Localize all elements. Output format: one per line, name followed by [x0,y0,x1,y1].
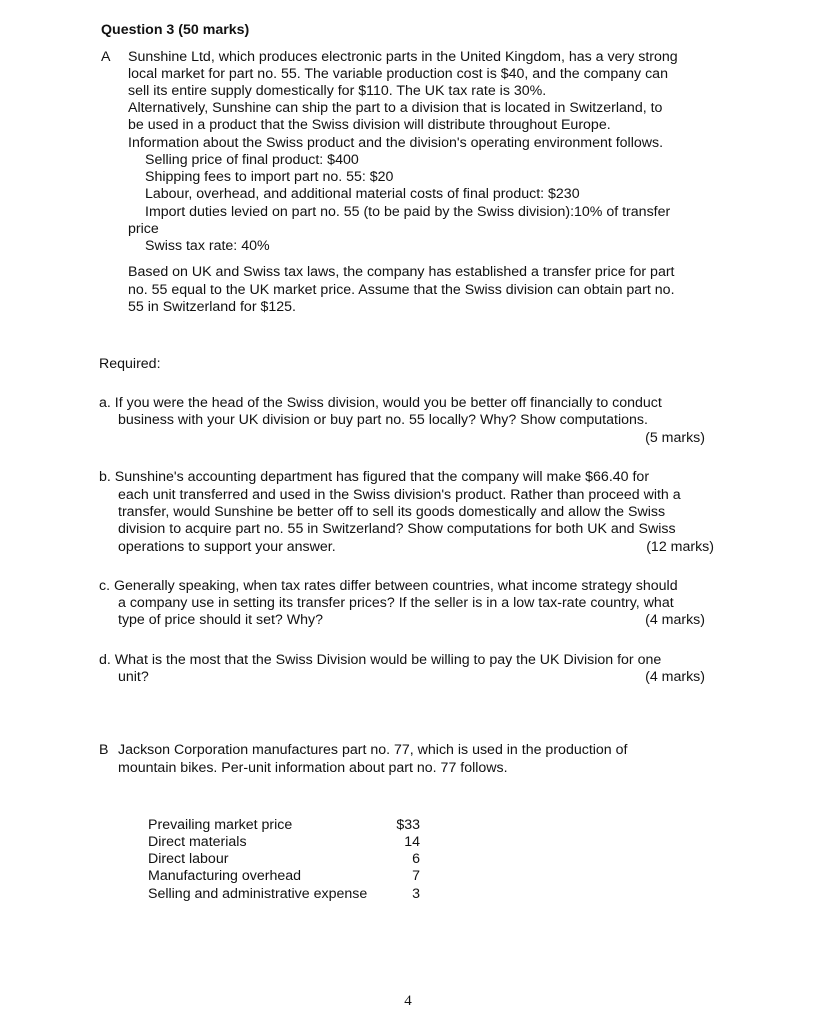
question-heading: Question 3 (50 marks) [101,22,250,38]
info-line: Import duties levied on part no. 55 (to be paid by the Swiss division):10% of transfer [145,204,671,220]
info-line: Shipping fees to import part no. 55: $20 [145,169,394,185]
basis-line: 55 in Switzerland for $125. [128,299,296,315]
question-b-marks: (12 marks) [646,539,714,555]
info-line: Labour, overhead, and additional material costs of final product: $230 [145,186,580,202]
info-line-wrap: price [128,221,159,237]
part-a-line: Information about the Swiss product and the division's operating environment follows. [128,135,664,151]
part-a-line: local market for part no. 55. The variable production cost is $40, and the company can [128,66,668,82]
question-a-line: business with your UK division or buy part no. 55 locally? Why? Show computations. [118,412,648,428]
required-label: Required: [99,356,161,372]
part-a-line: Alternatively, Sunshine can ship the part to a division that is located in Switzerland, to [128,100,663,116]
question-d-line: unit? [118,669,149,685]
table-row-value: 14 [404,834,420,850]
question-b-line: transfer, would Sunshine be better off to sell its goods domestically and allow the Swiss [118,504,666,520]
part-a-line: be used in a product that the Swiss division will distribute throughout Europe. [128,117,611,133]
table-row-label: Direct labour [148,851,229,867]
question-a-marks: (5 marks) [645,430,705,446]
question-d-marks: (4 marks) [645,669,705,685]
part-b-marker: B [99,742,109,758]
question-c-marks: (4 marks) [645,612,705,628]
table-row-value: 7 [412,868,420,884]
table-row-label: Prevailing market price [148,817,293,833]
question-b-line: b. Sunshine's accounting department has figured that the company will make $66.40 for [99,469,650,485]
table-row-label: Manufacturing overhead [148,868,302,884]
part-b-line: mountain bikes. Per-unit information about part no. 77 follows. [118,760,508,776]
table-row-label: Direct materials [148,834,247,850]
part-b-line: Jackson Corporation manufactures part no. 77, which is used in the production of [118,742,628,758]
question-d-line: d. What is the most that the Swiss Division would be willing to pay the UK Division for one [99,652,662,668]
question-b-line: division to acquire part no. 55 in Switzerland? Show computations for both UK and Swiss [118,521,676,537]
info-line: Selling price of final product: $400 [145,152,359,168]
question-b-line: each unit transferred and used in the Swiss division's product. Rather than proceed with a [118,487,681,503]
table-row-value: $33 [396,817,420,833]
part-a-line: sell its entire supply domestically for $110. The UK tax rate is 30%. [128,83,547,99]
page-number: 4 [404,993,412,1009]
swiss-tax-line: Swiss tax rate: 40% [145,238,270,254]
question-c-line: a company use in setting its transfer prices? If the seller is in a low tax-rate country, what [118,595,674,611]
part-a-marker: A [101,49,111,65]
question-c-line: type of price should it set? Why? [118,612,324,628]
basis-line: Based on UK and Swiss tax laws, the company has established a transfer price for part [128,264,675,280]
part-a-line: Sunshine Ltd, which produces electronic parts in the United Kingdom, has a very strong [128,49,678,65]
basis-line: no. 55 equal to the UK market price. Assume that the Swiss division can obtain part no. [128,282,675,298]
table-row-label: Selling and administrative expense [148,886,368,902]
table-row-value: 6 [412,851,420,867]
question-b-line: operations to support your answer. [118,539,336,555]
table-row-value: 3 [412,886,420,902]
question-a-line: a. If you were the head of the Swiss division, would you be better off financially to conduct [99,395,662,411]
question-c-line: c. Generally speaking, when tax rates differ between countries, what income strategy should [99,578,678,594]
